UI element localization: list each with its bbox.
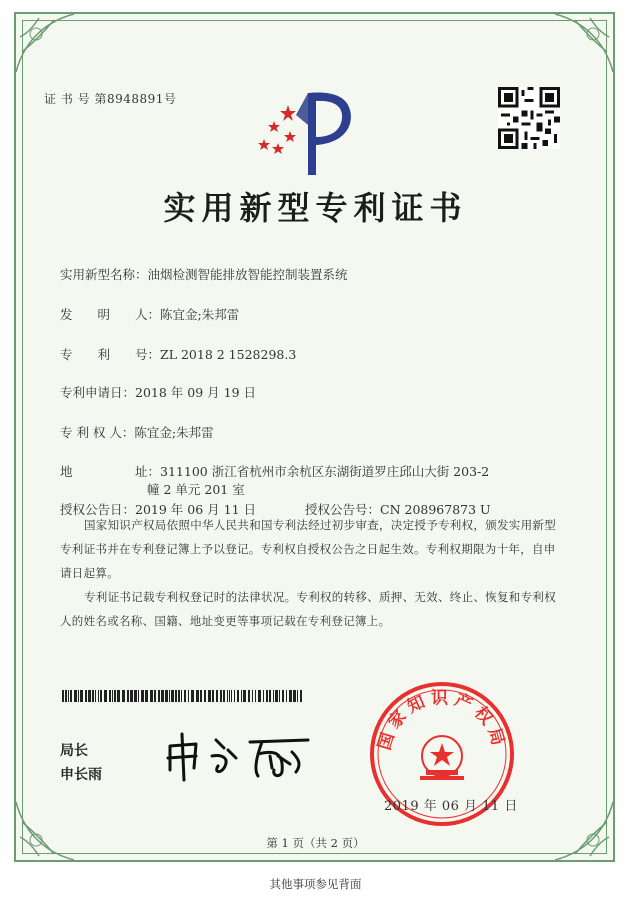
address-line1: 311100 浙江省杭州市余杭区东湖街道罗庄邱山大街 203-2 — [160, 464, 490, 479]
corner-ornament-icon — [545, 792, 615, 862]
utility-model-name-label: 实用新型名称： — [60, 267, 148, 282]
patentee-row — [60, 423, 214, 441]
inventor-label: 发 明 人： — [60, 307, 161, 322]
address-label: 地 址： — [60, 464, 161, 479]
patentee-label: 专 利 权 人： — [60, 425, 135, 440]
director-name: 申长雨 — [60, 767, 102, 783]
utility-model-name-row — [60, 265, 348, 283]
signature-icon — [158, 728, 313, 783]
corner-ornament-icon — [545, 12, 615, 82]
certificate-title: 实用新型专利证书 — [163, 189, 468, 227]
utility-model-name-value: 油烟检测智能排放智能控制装置系统 — [147, 267, 348, 282]
grant-number-label: 授权公告号： — [305, 502, 381, 517]
grant-number-value: CN 208967873 U — [380, 502, 491, 517]
page-indicator: 第 1 页（共 2 页） — [266, 836, 365, 850]
svg-text:国家知识产权局 — [375, 689, 510, 753]
patent-number-row — [60, 345, 296, 363]
patent-number-value: ZL 2018 2 1528298.3 — [160, 347, 297, 362]
body-paragraph-2: 专利证书记载专利权登记时的法律状况。专利权的转移、质押、无效、终止、恢复和专利权人的姓名或名称、国籍、地址变更等事项记载在专利登记簿上。 — [60, 590, 556, 628]
director-title: 局长 — [60, 743, 88, 759]
filing-date-row — [60, 383, 256, 401]
grant-date-value: 2019 年 06 月 11 日 — [135, 502, 257, 517]
filing-date-label: 专利申请日： — [60, 385, 136, 400]
address-line2: 幢 2 单元 201 室 — [147, 482, 245, 497]
seal-text: 国家知识产权局 — [374, 688, 510, 753]
inventor-value: 陈宜金;朱邦雷 — [160, 307, 240, 322]
seal-date: 2019 年 06 月 11 日 — [384, 799, 518, 814]
corner-ornament-icon — [14, 12, 84, 82]
address-line2-row — [147, 480, 245, 498]
qr-code-icon — [498, 87, 560, 149]
certificate-body — [60, 513, 560, 633]
patent-office-logo-icon — [250, 85, 360, 180]
filing-date-value: 2018 年 09 月 19 日 — [135, 385, 257, 400]
certificate-number: 证 书 号 第8948891号 — [44, 92, 177, 106]
corner-ornament-icon — [14, 792, 84, 862]
barcode-icon — [62, 690, 302, 702]
body-paragraph-1: 国家知识产权局依照中华人民共和国专利法经过初步审查，决定授予专利权，颁发实用新型专利证书并在专利登记簿上予以登记。专利权自授权公告之日起生效。专利权期限为十年，自申请日起算。 — [60, 518, 556, 580]
grant-date-label: 授权公告日： — [60, 502, 136, 517]
patent-number-label: 专 利 号： — [60, 347, 161, 362]
patentee-value: 陈宜金;朱邦雷 — [134, 425, 214, 440]
footnote: 其他事项参见背面 — [269, 877, 362, 891]
inventor-row — [60, 305, 239, 323]
address-row — [60, 462, 489, 480]
